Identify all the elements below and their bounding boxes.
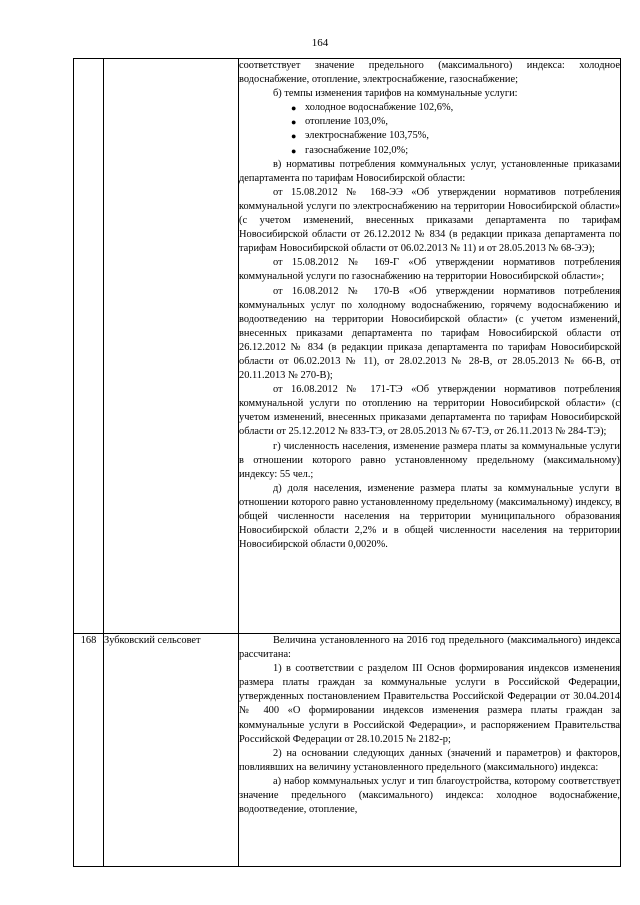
list-item <box>239 115 620 129</box>
paragraph: д) доля населения, изменение размера платы за коммунальные услуги в отношении которого равно установленному предельному (максимальному) индексу, в общей численности населения на территории муниципального образования Новосибирской области 2,2% и в общей численности населения на территории Новосибирской области 0,0020%. <box>239 482 620 551</box>
list-item <box>239 101 620 115</box>
paragraph: от 16.08.2012 № 171-ТЭ «Об утверждении нормативов потребления коммунальной услуги по отоплению на территории Новосибирской области» (с учетом изменений, внесенных приказами департамента по тарифам Новосибирской области от 25.12.2012 № 833-ТЭ, от 28.05.2013 № 67-ТЭ, от 26.11.2013 № 284-ТЭ); <box>239 384 620 438</box>
table-row <box>74 59 621 634</box>
paragraph: соответствует значение предельного (максимального) индекса: холодное водоснабжение, отопление, электроснабжение, газоснабжение; <box>239 60 620 86</box>
municipality-name <box>104 59 239 634</box>
bullet-icon: ● <box>291 103 297 114</box>
paragraph: г) численность населения, изменение размера платы за коммунальные услуги в отношении которого равно установленному предельному (максимальному) индексу: 55 чел.; <box>239 440 620 480</box>
row-number <box>74 59 104 634</box>
page-number: 164 <box>311 37 329 49</box>
bullet-icon: ● <box>291 117 297 128</box>
paragraph: от 16.08.2012 № 170-В «Об утверждении нормативов потребления коммунальных услуг по холодному водоснабжению, горячему водоснабжению и водоотведению на территории Новосибирской области» (с учетом изменений, внесенных приказами департамента по тарифам Новосибирской области от 26.12.2012 № 834 (в редакции приказа департамента по тарифам Новосибирской области от 06.02.2013 № 11), от 28.02.2013 № 28-В, от 28.05.2013 № 66-В, от 20.11.2013 № 270-В); <box>239 285 620 382</box>
list-item-text: отопление 103,0%, <box>305 116 388 128</box>
paragraph: от 15.08.2012 № 168-ЭЭ «Об утверждении нормативов потребления коммунальной услуги по электроснабжению на территории Новосибирской области» (с учетом изменений, внесенных приказами департамента по тарифам Новосибирской области от 26.12.2012 № 834 (в редакции приказа департамента по тарифам Новосибирской области от 06.02.2013 № 11) и от 28.05.2013 № 68-ЭЭ); <box>239 186 620 255</box>
paragraph: 1) в соответствии с разделом III Основ формирования индексов изменения размера платы граждан за коммунальные услуги в Российской Федерации, утвержденных постановлением Правительства Российской Федерации от 30.04.2014 № 400 «О формировании индексов изменения размера платы граждан за коммунальные услуги в Российской Федерации», и распоряжением Правительства Российской Федерации от 28.10.2015 № 2182-р; <box>239 663 620 745</box>
list-item <box>239 129 620 143</box>
paragraph: от 15.08.2012 № 169-Г «Об утверждении нормативов потребления коммунальной услуги по газоснабжению на территории Новосибирской области»; <box>239 257 620 283</box>
list-item <box>239 144 620 158</box>
paragraph: б) темпы изменения тарифов на коммунальные услуги: <box>273 88 518 100</box>
bullet-icon: ● <box>291 131 297 142</box>
table-row <box>74 634 621 867</box>
list-item-text: электроснабжение 103,75%, <box>305 130 429 142</box>
bullet-icon: ● <box>291 145 297 156</box>
tariff-bullet-list <box>239 101 620 157</box>
paragraph: а) набор коммунальных услуг и тип благоустройства, которому соответствует значение предельного (максимального) индекса: холодное водоснабжение, водоотведение, отопление, <box>239 775 620 816</box>
paragraph: Величина установленного на 2016 год предельного (максимального) индекса рассчитана: <box>239 635 620 661</box>
tariff-index-table <box>73 58 621 867</box>
index-description <box>239 59 621 634</box>
list-item-text: холодное водоснабжение 102,6%, <box>305 102 454 114</box>
row-number: 168 <box>74 634 104 867</box>
paragraph: в) нормативы потребления коммунальных услуг, установленные приказами департамента по тарифам Новосибирской области: <box>239 158 620 184</box>
municipality-name: Зубковский сельсовет <box>104 634 239 867</box>
list-item-text: газоснабжение 102,0%; <box>305 144 409 156</box>
index-description <box>239 634 621 867</box>
paragraph: 2) на основании следующих данных (значений и параметров) и факторов, повлиявших на величину установленного предельного (максимального) индекса: <box>239 747 620 773</box>
